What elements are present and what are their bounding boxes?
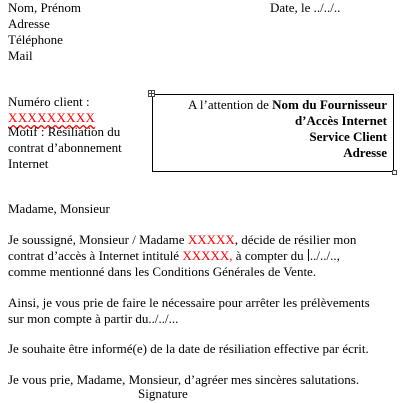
recipient-box[interactable] <box>152 94 394 172</box>
text-cursor-icon <box>308 249 309 261</box>
provider-service: Service Client <box>309 129 387 144</box>
provider-address: Adresse <box>343 145 387 160</box>
recipient-line-4 <box>188 145 387 161</box>
signature: Signature <box>138 386 188 401</box>
provider-name: Nom du Fournisseur <box>272 97 387 112</box>
recipient-line-3 <box>188 129 387 145</box>
para3: Je souhaite être informé(e) de la date de résiliation effective par écrit. <box>8 341 369 356</box>
para1-line-3: comme mentionné dans les Conditions Générales de Vente. <box>8 264 317 279</box>
para1-text-d: contrat d’accès à Internet intitulé <box>8 248 183 263</box>
para1-text-c: , décide de résilier mon <box>234 232 357 247</box>
para4: Je vous prie, Madame, Monsieur, d’agréer mes sincères salutations. <box>8 372 360 387</box>
recipient-line-1 <box>188 97 387 113</box>
sender-name: Nom, Prénom <box>8 0 81 15</box>
para1-text-a: Je soussigné, Monsieur / Madame <box>8 232 188 247</box>
recipient-lines <box>188 97 387 161</box>
placeholder-offer: XXXXX, <box>182 248 233 263</box>
move-handle-icon[interactable] <box>148 90 155 97</box>
client-number-value: XXXXXXXXX <box>8 110 96 125</box>
resize-handle-icon[interactable] <box>392 170 397 175</box>
para1-line-1 <box>8 232 356 248</box>
date-line: Date, le ../../.. <box>270 0 341 15</box>
motif-line-2: contrat d’abonnement <box>8 140 122 155</box>
motif-line-1: Motif : Résiliation du <box>8 124 121 139</box>
recipient-prefix: A l’attention de <box>188 97 273 112</box>
client-number-label: Numéro client : <box>8 94 90 109</box>
sender-phone: Téléphone <box>8 32 63 47</box>
provider-type: d’Accès Internet <box>294 113 387 128</box>
para1-text-f: à compter du <box>232 248 307 263</box>
sender-mail: Mail <box>8 48 33 63</box>
placeholder-name: XXXXX <box>187 232 235 247</box>
greeting: Madame, Monsieur <box>8 201 110 216</box>
para2-line-1: Ainsi, je vous prie de faire le nécessaire pour arrêter les prélèvements <box>8 295 370 310</box>
para2-line-2: sur mon compte à partir du../../... <box>8 311 179 326</box>
para1-date: ../../.., <box>309 248 340 263</box>
recipient-line-2 <box>188 113 387 129</box>
para1-line-2 <box>8 248 340 264</box>
sender-address: Adresse <box>8 16 50 31</box>
motif-line-3: Internet <box>8 156 49 171</box>
